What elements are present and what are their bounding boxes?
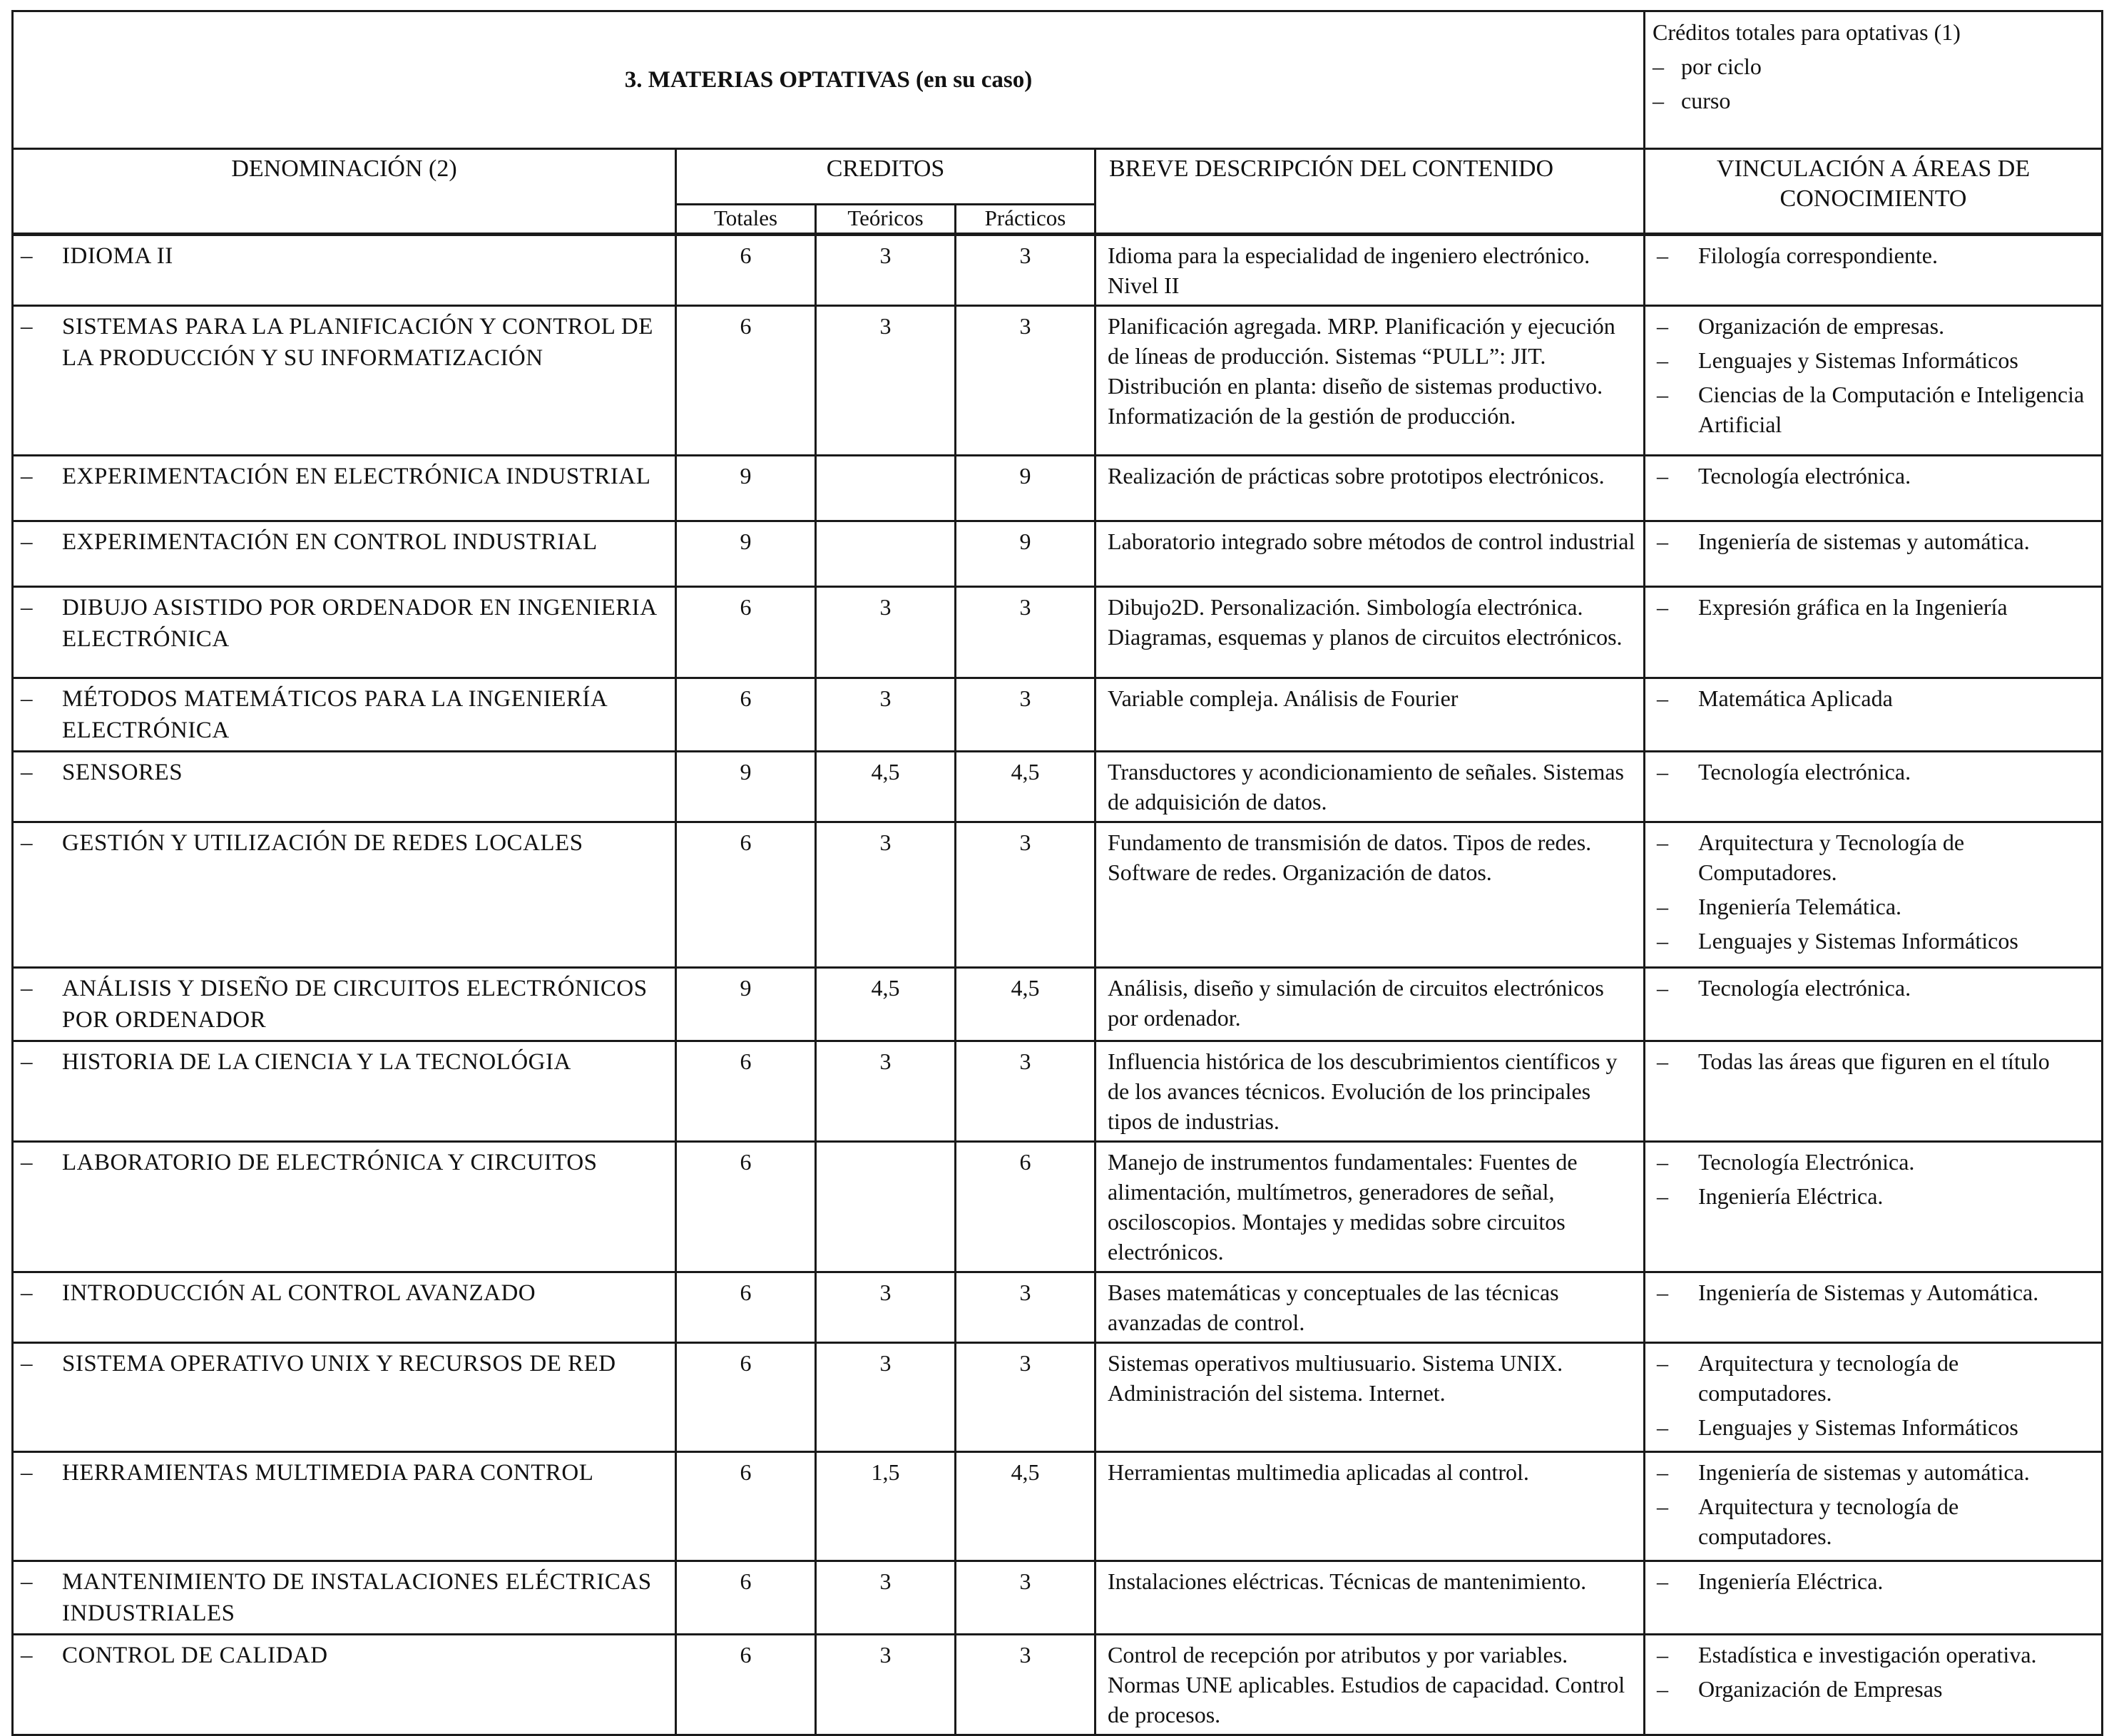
knowledge-areas-cell <box>1645 678 2103 752</box>
table-row <box>13 1635 2103 1735</box>
knowledge-area-item <box>1653 1491 2094 1551</box>
credits-practicos: 4,5 <box>956 968 1096 1041</box>
credits-totales: 6 <box>676 1561 816 1635</box>
credits-practicos: 6 <box>956 1142 1096 1272</box>
table-row <box>13 1142 2103 1272</box>
subject-name-cell <box>13 521 676 587</box>
knowledge-areas-cell <box>1645 1561 2103 1635</box>
credits-practicos: 3 <box>956 1561 1096 1635</box>
subject-name-cell <box>13 456 676 521</box>
credits-practicos: 3 <box>956 235 1096 306</box>
table-row <box>13 752 2103 822</box>
subject-name-cell <box>13 1561 676 1635</box>
dash: – <box>1657 1642 1669 1668</box>
knowledge-area: Tecnología Electrónica. <box>1698 1149 1915 1175</box>
credits-totales: 6 <box>676 1142 816 1272</box>
dash: – <box>21 464 33 489</box>
credits-teoricos: 4,5 <box>816 968 956 1041</box>
credits-teoricos: 3 <box>816 822 956 968</box>
subject-name: CONTROL DE CALIDAD <box>62 1643 328 1668</box>
knowledge-areas-list <box>1653 1277 2094 1307</box>
dash: – <box>1657 1048 1669 1074</box>
knowledge-area: Tecnología electrónica. <box>1698 759 1911 785</box>
knowledge-areas-cell <box>1645 306 2103 456</box>
table-row <box>13 306 2103 456</box>
knowledge-areas-list <box>1653 311 2094 439</box>
credits-teoricos <box>816 1142 956 1272</box>
knowledge-areas-cell <box>1645 1272 2103 1343</box>
content-description: Control de recepción por atributos y por variables. Normas UNE aplicables. Estudios de capacidad. Control de procesos. <box>1096 1635 1645 1735</box>
credits-practicos: 9 <box>956 521 1096 587</box>
content-description: Fundamento de transmisión de datos. Tipos de redes. Software de redes. Organización de datos. <box>1096 822 1645 968</box>
subject-name: HISTORIA DE LA CIENCIA Y LA TECNOLÓGIA <box>62 1049 571 1075</box>
credits-practicos: 3 <box>956 678 1096 752</box>
knowledge-areas-cell <box>1645 1452 2103 1561</box>
subject-name: GESTIÓN Y UTILIZACIÓN DE REDES LOCALES <box>62 830 583 856</box>
knowledge-areas-list <box>1653 1348 2094 1442</box>
knowledge-areas-list <box>1653 973 2094 1003</box>
knowledge-area: Estadística e investigación operativa. <box>1698 1642 2037 1668</box>
knowledge-area: Lenguajes y Sistemas Informáticos <box>1698 1414 2018 1440</box>
dash: – <box>21 314 33 339</box>
credits-totales: 6 <box>676 235 816 306</box>
knowledge-areas-list <box>1653 1566 2094 1596</box>
knowledge-area: Ingeniería Eléctrica. <box>1698 1568 1884 1594</box>
table-row <box>13 1561 2103 1635</box>
content-description: Idioma para la especialidad de ingeniero electrónico. Nivel II <box>1096 235 1645 306</box>
knowledge-areas-list <box>1653 827 2094 956</box>
subject-name-cell <box>13 1041 676 1142</box>
subject-name: ANÁLISIS Y DISEÑO DE CIRCUITOS ELECTRÓNICOS POR ORDENADOR <box>62 976 648 1033</box>
knowledge-areas-list <box>1653 683 2094 713</box>
total-optional-credits-box <box>1645 11 2103 149</box>
knowledge-area-item <box>1653 1277 2094 1307</box>
knowledge-areas-list <box>1653 1046 2094 1076</box>
subject-name: LABORATORIO DE ELECTRÓNICA Y CIRCUITOS <box>62 1150 598 1175</box>
header-row <box>13 149 2103 205</box>
subject-name-cell <box>13 306 676 456</box>
knowledge-area-item <box>1653 926 2094 956</box>
subject-name: INTRODUCCIÓN AL CONTROL AVANZADO <box>62 1280 536 1306</box>
credits-practicos: 3 <box>956 1041 1096 1142</box>
optional-subjects-table <box>11 10 2103 1736</box>
dash: – <box>21 1569 33 1595</box>
subject-name: MANTENIMIENTO DE INSTALACIONES ELÉCTRICAS INDUSTRIALES <box>62 1569 652 1626</box>
table-row <box>13 968 2103 1041</box>
credits-teoricos: 3 <box>816 678 956 752</box>
knowledge-area: Filología correspondiente. <box>1698 242 1938 268</box>
credits-totales: 6 <box>676 1635 816 1735</box>
knowledge-areas-cell <box>1645 968 2103 1041</box>
knowledge-areas-cell <box>1645 521 2103 587</box>
knowledge-area: Arquitectura y tecnología de computadores. <box>1698 1494 1959 1549</box>
header-denominacion: DENOMINACIÓN (2) <box>13 149 676 235</box>
dash: – <box>1657 759 1669 785</box>
credits-box-item: – curso <box>1653 88 1731 113</box>
content-description: Herramientas multimedia aplicadas al control. <box>1096 1452 1645 1561</box>
knowledge-area-item <box>1653 1046 2094 1076</box>
content-description: Bases matemáticas y conceptuales de las técnicas avanzadas de control. <box>1096 1272 1645 1343</box>
knowledge-area: Todas las áreas que figuren en el título <box>1698 1048 2050 1074</box>
knowledge-areas-list <box>1653 1640 2094 1704</box>
table-row <box>13 678 2103 752</box>
credits-totales: 9 <box>676 752 816 822</box>
content-description: Laboratorio integrado sobre métodos de control industrial <box>1096 521 1645 587</box>
subject-name: MÉTODOS MATEMÁTICOS PARA LA INGENIERÍA ELECTRÓNICA <box>62 686 607 743</box>
table-row <box>13 1343 2103 1452</box>
credits-teoricos: 3 <box>816 235 956 306</box>
content-description: Planificación agregada. MRP. Planificación y ejecución de líneas de producción. Sistemas “PULL”: JIT. Distribución en planta: diseño de sistemas productivo. Informatización de la gestión de producción. <box>1096 306 1645 456</box>
dash: – <box>21 1643 33 1668</box>
knowledge-area-item <box>1653 827 2094 887</box>
credits-practicos: 3 <box>956 1343 1096 1452</box>
knowledge-area-item <box>1653 1348 2094 1408</box>
header-practicos: Prácticos <box>956 205 1096 235</box>
dash: – <box>1657 1280 1669 1305</box>
dash: – <box>1657 975 1669 1001</box>
knowledge-areas-list <box>1653 461 2094 491</box>
subject-name: IDIOMA II <box>62 243 173 269</box>
knowledge-areas-list <box>1653 240 2094 270</box>
knowledge-area-item <box>1653 379 2094 439</box>
credits-practicos: 4,5 <box>956 1452 1096 1561</box>
header-descripcion: BREVE DESCRIPCIÓN DEL CONTENIDO <box>1096 149 1645 235</box>
dash: – <box>1657 1459 1669 1485</box>
credits-totales: 6 <box>676 678 816 752</box>
knowledge-area: Ciencias de la Computación e Inteligencia Artificial <box>1698 382 2085 437</box>
subject-name-cell <box>13 752 676 822</box>
credits-teoricos <box>816 456 956 521</box>
knowledge-area-item <box>1653 1640 2094 1670</box>
knowledge-area-item <box>1653 757 2094 787</box>
content-description: Instalaciones eléctricas. Técnicas de mantenimiento. <box>1096 1561 1645 1635</box>
subject-name-cell <box>13 1452 676 1561</box>
credits-teoricos: 3 <box>816 306 956 456</box>
knowledge-area-item <box>1653 1457 2094 1487</box>
dash: – <box>1657 242 1669 268</box>
credits-totales: 6 <box>676 822 816 968</box>
knowledge-area-item <box>1653 1181 2094 1211</box>
knowledge-areas-cell <box>1645 752 2103 822</box>
dash: – <box>1657 1350 1669 1376</box>
dash: – <box>1657 1183 1669 1209</box>
dash: – <box>1657 1494 1669 1519</box>
knowledge-area: Matemática Aplicada <box>1698 685 1893 711</box>
knowledge-areas-cell <box>1645 235 2103 306</box>
dash: – <box>1657 1676 1669 1702</box>
dash: – <box>21 529 33 555</box>
knowledge-area: Tecnología electrónica. <box>1698 975 1911 1001</box>
credits-teoricos: 3 <box>816 1272 956 1343</box>
subject-name-cell <box>13 1142 676 1272</box>
credits-totales: 6 <box>676 306 816 456</box>
credits-totales: 9 <box>676 968 816 1041</box>
table-row <box>13 1272 2103 1343</box>
optional-subjects-document <box>11 10 2101 1727</box>
knowledge-areas-list <box>1653 757 2094 787</box>
subject-name-cell <box>13 587 676 678</box>
credits-totales: 6 <box>676 1272 816 1343</box>
content-description: Realización de prácticas sobre prototipos electrónicos. <box>1096 456 1645 521</box>
dash: – <box>21 243 33 269</box>
dash: – <box>1657 382 1669 407</box>
dash: – <box>21 686 33 712</box>
content-description: Sistemas operativos multiusuario. Sistema UNIX. Administración del sistema. Internet. <box>1096 1343 1645 1452</box>
credits-practicos: 9 <box>956 456 1096 521</box>
dash: – <box>21 976 33 1001</box>
subject-name: SISTEMA OPERATIVO UNIX Y RECURSOS DE RED <box>62 1351 616 1377</box>
knowledge-area-item <box>1653 1412 2094 1442</box>
dash: – <box>1657 347 1669 373</box>
table-row <box>13 235 2103 306</box>
credits-box-item: – por ciclo <box>1653 53 1762 79</box>
credits-totales: 6 <box>676 1041 816 1142</box>
knowledge-areas-list <box>1653 1457 2094 1551</box>
subject-name-cell <box>13 1635 676 1735</box>
dash: – <box>1657 1568 1669 1594</box>
subject-name-cell <box>13 678 676 752</box>
knowledge-areas-list <box>1653 526 2094 556</box>
credits-practicos: 3 <box>956 822 1096 968</box>
credits-box-title: Créditos totales para optativas (1) <box>1653 19 1961 45</box>
knowledge-area-item <box>1653 592 2094 622</box>
table-row <box>13 1041 2103 1142</box>
knowledge-area: Arquitectura y tecnología de computadores. <box>1698 1350 1959 1406</box>
dash: – <box>1657 894 1669 919</box>
subject-name: DIBUJO ASISTIDO POR ORDENADOR EN INGENIERIA ELECTRÓNICA <box>62 595 656 652</box>
section-title: 3. MATERIAS OPTATIVAS (en su caso) <box>13 11 1645 149</box>
content-description: Transductores y acondicionamiento de señales. Sistemas de adquisición de datos. <box>1096 752 1645 822</box>
knowledge-area: Lenguajes y Sistemas Informáticos <box>1698 347 2018 373</box>
knowledge-area: Lenguajes y Sistemas Informáticos <box>1698 928 2018 954</box>
subject-name: EXPERIMENTACIÓN EN ELECTRÓNICA INDUSTRIAL <box>62 464 651 489</box>
subject-name-cell <box>13 1343 676 1452</box>
credits-teoricos: 3 <box>816 1041 956 1142</box>
table-row <box>13 1452 2103 1561</box>
credits-totales: 9 <box>676 521 816 587</box>
knowledge-area: Organización de Empresas <box>1698 1676 1943 1702</box>
credits-totales: 6 <box>676 1452 816 1561</box>
dash: – <box>1657 829 1669 855</box>
knowledge-area-item <box>1653 1674 2094 1704</box>
dash: – <box>1657 1414 1669 1440</box>
table-row <box>13 587 2103 678</box>
knowledge-areas-list <box>1653 592 2094 622</box>
subject-name-cell <box>13 235 676 306</box>
table-row <box>13 822 2103 968</box>
table-row <box>13 456 2103 521</box>
credits-teoricos: 3 <box>816 587 956 678</box>
knowledge-area-item <box>1653 1566 2094 1596</box>
credits-totales: 6 <box>676 1343 816 1452</box>
subject-name: EXPERIMENTACIÓN EN CONTROL INDUSTRIAL <box>62 529 598 555</box>
knowledge-area-item <box>1653 345 2094 375</box>
table-row <box>13 521 2103 587</box>
credits-totales: 6 <box>676 587 816 678</box>
knowledge-area-item <box>1653 240 2094 270</box>
header-creditos: CREDITOS <box>676 149 1096 205</box>
dash: – <box>1657 685 1669 711</box>
knowledge-area-item <box>1653 461 2094 491</box>
dash: – <box>21 1280 33 1306</box>
subject-name: HERRAMIENTAS MULTIMEDIA PARA CONTROL <box>62 1460 594 1486</box>
knowledge-area: Organización de empresas. <box>1698 313 1945 339</box>
credits-practicos: 4,5 <box>956 752 1096 822</box>
knowledge-area-item <box>1653 683 2094 713</box>
dash: – <box>21 595 33 621</box>
dash: – <box>1657 529 1669 554</box>
credits-practicos: 3 <box>956 1635 1096 1735</box>
knowledge-area: Arquitectura y Tecnología de Computadores. <box>1698 829 1965 885</box>
dash: – <box>21 830 33 856</box>
dash: – <box>21 1351 33 1377</box>
knowledge-area: Ingeniería de sistemas y automática. <box>1698 1459 2030 1485</box>
dash: – <box>1657 463 1669 489</box>
content-description: Influencia histórica de los descubrimientos científicos y de los avances técnicos. Evolución de los principales tipos de industrias. <box>1096 1041 1645 1142</box>
knowledge-areas-list <box>1653 1147 2094 1211</box>
knowledge-area: Tecnología electrónica. <box>1698 463 1911 489</box>
subject-name: SISTEMAS PARA LA PLANIFICACIÓN Y CONTROL DE LA PRODUCCIÓN Y SU INFORMATIZACIÓN <box>62 314 653 371</box>
content-description: Manejo de instrumentos fundamentales: Fuentes de alimentación, multímetros, generadores de señal, osciloscopios. Montajes y medidas sobre circuitos electrónicos. <box>1096 1142 1645 1272</box>
credits-practicos: 3 <box>956 306 1096 456</box>
knowledge-areas-cell <box>1645 587 2103 678</box>
header-vinculacion: VINCULACIÓN A ÁREAS DE CONOCIMIENTO <box>1645 149 2103 235</box>
knowledge-areas-cell <box>1645 822 2103 968</box>
credits-practicos: 3 <box>956 1272 1096 1343</box>
credits-teoricos: 1,5 <box>816 1452 956 1561</box>
knowledge-area-item <box>1653 1147 2094 1177</box>
subject-name-cell <box>13 822 676 968</box>
subject-name-cell <box>13 968 676 1041</box>
knowledge-areas-cell <box>1645 1041 2103 1142</box>
knowledge-area: Expresión gráfica en la Ingeniería <box>1698 594 2008 620</box>
knowledge-area-item <box>1653 892 2094 921</box>
credits-totales: 9 <box>676 456 816 521</box>
credits-teoricos: 3 <box>816 1635 956 1735</box>
content-description: Variable compleja. Análisis de Fourier <box>1096 678 1645 752</box>
subject-name: SENSORES <box>62 760 183 785</box>
content-description: Dibujo2D. Personalización. Simbología electrónica. Diagramas, esquemas y planos de circuitos electrónicos. <box>1096 587 1645 678</box>
dash: – <box>1657 594 1669 620</box>
subjects-body <box>13 235 2103 1735</box>
subject-name-cell <box>13 1272 676 1343</box>
knowledge-areas-cell <box>1645 1142 2103 1272</box>
credits-teoricos: 3 <box>816 1561 956 1635</box>
dash: – <box>1657 1149 1669 1175</box>
knowledge-area: Ingeniería de sistemas y automática. <box>1698 529 2030 554</box>
knowledge-area-item <box>1653 526 2094 556</box>
dash: – <box>21 760 33 785</box>
credits-teoricos: 3 <box>816 1343 956 1452</box>
knowledge-area: Ingeniería Telemática. <box>1698 894 1902 919</box>
knowledge-area: Ingeniería de Sistemas y Automática. <box>1698 1280 2039 1305</box>
dash: – <box>1657 313 1669 339</box>
knowledge-area-item <box>1653 973 2094 1003</box>
knowledge-areas-cell <box>1645 456 2103 521</box>
header-teoricos: Teóricos <box>816 205 956 235</box>
title-row <box>13 11 2103 149</box>
header-totales: Totales <box>676 205 816 235</box>
credits-practicos: 3 <box>956 587 1096 678</box>
dash: – <box>1657 928 1669 954</box>
dash: – <box>21 1460 33 1486</box>
credits-teoricos: 4,5 <box>816 752 956 822</box>
content-description: Análisis, diseño y simulación de circuitos electrónicos por ordenador. <box>1096 968 1645 1041</box>
knowledge-areas-cell <box>1645 1343 2103 1452</box>
knowledge-area: Ingeniería Eléctrica. <box>1698 1183 1884 1209</box>
dash: – <box>21 1150 33 1175</box>
credits-teoricos <box>816 521 956 587</box>
knowledge-areas-cell <box>1645 1635 2103 1735</box>
knowledge-area-item <box>1653 311 2094 341</box>
dash: – <box>21 1049 33 1075</box>
